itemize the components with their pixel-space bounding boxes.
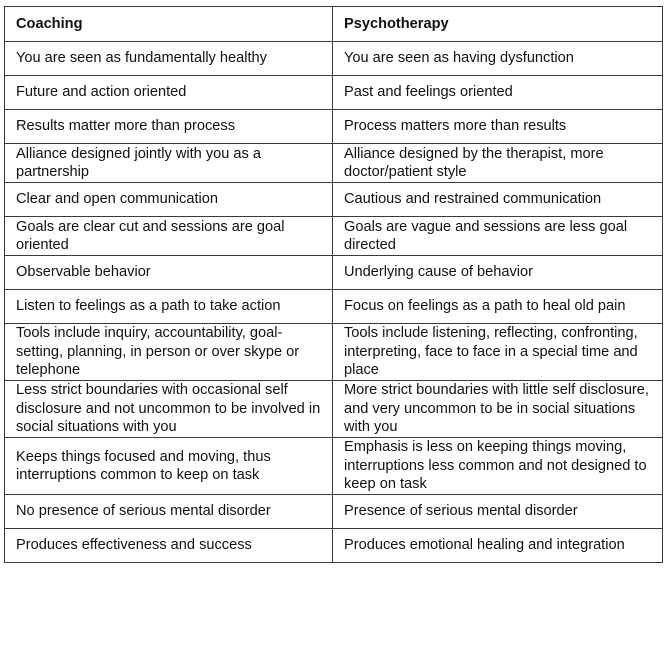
coaching-cell: Produces effectiveness and success [5, 529, 333, 563]
psychotherapy-cell: Goals are vague and sessions are less goal directed [333, 217, 663, 256]
psychotherapy-cell: Tools include listening, reflecting, confronting, interpreting, face to face in a special time and place [333, 324, 663, 381]
comparison-sheet [4, 6, 662, 563]
table-row [5, 110, 663, 144]
header-row [5, 7, 663, 42]
coaching-cell: Clear and open communication [5, 183, 333, 217]
psychotherapy-cell: Presence of serious mental disorder [333, 495, 663, 529]
table-row [5, 438, 663, 495]
psychotherapy-cell: Past and feelings oriented [333, 76, 663, 110]
table-row [5, 495, 663, 529]
psychotherapy-cell: Cautious and restrained communication [333, 183, 663, 217]
coaching-cell: No presence of serious mental disorder [5, 495, 333, 529]
psychotherapy-cell: More strict boundaries with little self disclosure, and very uncommon to be in social situations with you [333, 381, 663, 438]
coaching-cell: Keeps things focused and moving, thus interruptions common to keep on task [5, 438, 333, 495]
coaching-cell: Tools include inquiry, accountability, goal-setting, planning, in person or over skype or telephone [5, 324, 333, 381]
header-coaching: Coaching [5, 7, 333, 42]
coaching-cell: Goals are clear cut and sessions are goal oriented [5, 217, 333, 256]
coaching-cell: You are seen as fundamentally healthy [5, 42, 333, 76]
coaching-cell: Less strict boundaries with occasional self disclosure and not uncommon to be involved in social situations with you [5, 381, 333, 438]
table-row [5, 256, 663, 290]
table-row [5, 217, 663, 256]
table-row [5, 529, 663, 563]
psychotherapy-cell: Alliance designed by the therapist, more doctor/patient style [333, 144, 663, 183]
table-row [5, 42, 663, 76]
psychotherapy-cell: You are seen as having dysfunction [333, 42, 663, 76]
psychotherapy-cell: Process matters more than results [333, 110, 663, 144]
coaching-cell: Listen to feelings as a path to take action [5, 290, 333, 324]
coaching-cell: Results matter more than process [5, 110, 333, 144]
header-psychotherapy: Psychotherapy [333, 7, 663, 42]
coaching-cell: Future and action oriented [5, 76, 333, 110]
psychotherapy-cell: Underlying cause of behavior [333, 256, 663, 290]
table-row [5, 76, 663, 110]
coaching-vs-psychotherapy-table [4, 6, 663, 563]
psychotherapy-cell: Produces emotional healing and integration [333, 529, 663, 563]
coaching-cell: Observable behavior [5, 256, 333, 290]
coaching-cell: Alliance designed jointly with you as a partnership [5, 144, 333, 183]
table-row [5, 183, 663, 217]
table-row [5, 324, 663, 381]
table-row [5, 290, 663, 324]
table-row [5, 144, 663, 183]
psychotherapy-cell: Emphasis is less on keeping things moving, interruptions less common and not designed to keep on task [333, 438, 663, 495]
psychotherapy-cell: Focus on feelings as a path to heal old pain [333, 290, 663, 324]
table-row [5, 381, 663, 438]
